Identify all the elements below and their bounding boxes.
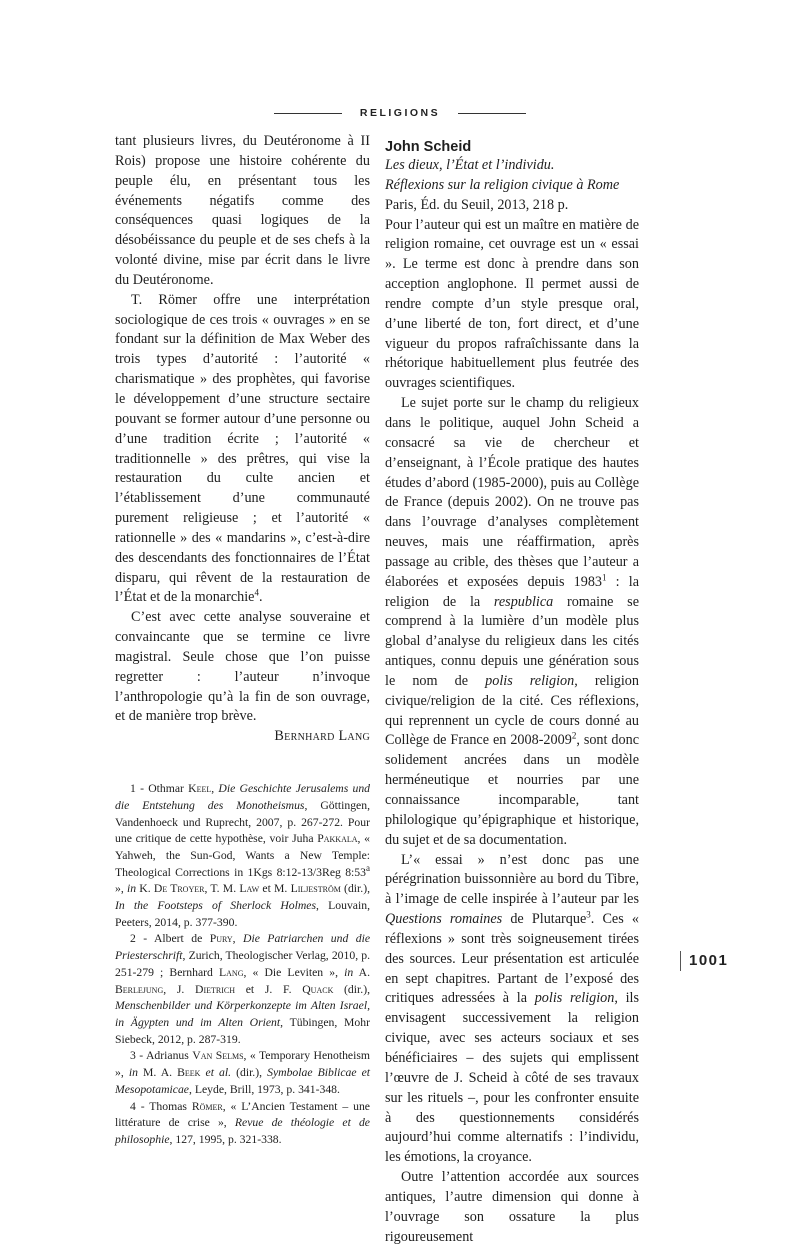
review-reference [385, 156, 639, 216]
footnote-4: 4 - Thomas Römer, « L’Ancien Testament – une littérature de crise », Revue de théologie et de philosophie, 127, 1995, p. 321-338. [115, 1099, 370, 1146]
review-title-line-1: Les dieux, l’État et l’individu. [385, 157, 555, 173]
right-paragraph-1: Pour l’auteur qui est un maître en matière de religion romaine, cet ouvrage est un « essai ». Le terme est donc à prendre dans son acception anglophone. Il permet aussi de rendre compte d’un style presque oral, d’une liberté de ton, fort direct, et d’une vigueur du propos rafraîchissante dans la rhétorique habituellement plus feutrée des ouvrages scientifiques. [385, 216, 639, 392]
left-paragraph-1: tant plusieurs livres, du Deutéronome à II Rois) propose une histoire cohérente du peuple élu, en présentant tous les événements négatifs comme des conséquences quasi logiques de la désobéissance du peuple et de ses chefs à la volonté divine, mise par écrit dans le livre du Deutéronome. [115, 133, 370, 288]
running-head [0, 104, 800, 122]
footnote-3: 3 - Adrianus Van Selms, « Temporary Henotheism », in M. A. Beek et al. (dir.), Symbolae Biblicae et Mesopotamicae, Leyde, Brill, 1973, p. 341-348. [115, 1049, 371, 1096]
footnotes [115, 781, 370, 1148]
review-signature: Bernhard Lang [274, 728, 370, 745]
running-head-title: RELIGIONS [359, 107, 441, 120]
footnote-ref-3[interactable]: 3 [586, 909, 591, 920]
running-head-rule-left [274, 113, 342, 114]
right-paragraph-3: L’« essai » n’est donc pas une pérégrination buissonnière au bord du Tibre, à l’image de celle inspirée à l’auteur par les Questions romaines de Plutarque$^3$. Ces « réflexions » sont très soigneusement tirées des sources. Leur présentation est articulée en sept chapitres. Partant de l’exposé des critiques adressées à la polis religion, ils envisagent successivement la religion civique, avec ses acteurs sociaux et ses bénéficiaires – des sujets qui emplissent l’œuvre de J. Scheid à côté de ses travaux sur les rituels –, pour les confronter ensuite à des questionnements considérés aujourd’hui comme alternatifs : l’individu, les émotions, la croyance. [385, 851, 639, 1166]
footnote-ref-4[interactable]: 4 [254, 587, 259, 598]
review-title-line-2: Réflexions sur la religion civique à Rome [385, 176, 620, 193]
right-column [385, 138, 639, 1247]
page-number: 1001 [680, 951, 749, 971]
review-author: John Scheid [385, 139, 472, 155]
right-paragraph-4: Outre l’attention accordée aux sources antiques, l’autre dimension qui donne à l’ouvrage son ossature la plus rigoureusement [385, 1169, 639, 1245]
left-paragraph-2: T. Römer offre une interprétation sociologique de ces trois « ouvrages » en se fondant sur la définition de Max Weber des trois types d’autorité : l’autorité « charismatique » des prophètes, qui favorise le développement d’une structure sectaire pouvant se former autour d’une personne ou d’une tradition écrite ; l’autorité « traditionnelle » des prêtres, qui vise la restauration du culte ancien et l’établissement d’une communauté purement religieuse ; et l’autorité « rationnelle » des « mandarins », c’est-à-dire des descendants des fonctionnaires de l’État disparu, qui rêvent de la restauration de l’État et de la monarchie$^4$. [115, 291, 370, 606]
review-publisher: Paris, Éd. du Seuil, 2013, 218 p. [385, 196, 569, 213]
footnote-ref-2[interactable]: 2 [571, 730, 577, 741]
footnote-2: 2 - Albert de Pury, Die Patriarchen und die Priesterschrift, Zurich, Theologischer Verlag, 2010, p. 251-279 ; Bernhard Lang, « Die Leviten », in A. Berlejung, J. Dietrich et J. F. Quack (dir.), Menschenbilder und Körperkonzepte im Alten Israel, in Ägypten und im Alten Orient, Tübingen, Mohr Siebeck, 2012, p. 287-319. [115, 932, 371, 1046]
running-head-rule-right [458, 113, 526, 114]
right-paragraph-2: Le sujet porte sur le champ du religieux dans le politique, auquel John Scheid a consacré sa vie de chercheur et d’enseignant, à l’École pratique des hautes études d’abord (1985-2000), puis au Collège de France (depuis 2002). On ne trouve pas dans l’ouvrage d’analyses complètement neuves, mais une réaffirmation, après passage au crible, des thèses que l’auteur a élaborées et exposées depuis 1983$^1$ : la religion de la respublica romaine se comprend à la lumière d’un modèle plus global d’analyse du religieux dans les cités antiques, connu depuis une génération sous le nom de polis religion, religion civique/religion de la cité. Ces réflexions, qui reprennent un cycle de cours donné au Collège de France en 2008-2009$^2$, sont donc solidement ancrées dans un modèle herméneutique et nourries par une connaissance incomparable, tant philologique qu’épigraphique et historique, du sujet et de sa documentation. [385, 395, 640, 848]
left-paragraph-3: C’est avec cette analyse souveraine et convaincante que se termine ce livre magistral. Seule chose que l’on puisse regretter : l’auteur n’invoque l’anthropologie qu’à la fin de son ouvrage, et de manière trop brève. [115, 609, 370, 725]
footnote-ref-1[interactable]: 1 [602, 571, 607, 582]
left-column [115, 132, 370, 1149]
footnote-1: 1 - Othmar Keel, Die Geschichte Jerusalems und die Entstehung des Monotheismus, Göttingen, Vandenhoeck und Ruprecht, 2007, p. 267-272. Pour une critique de cette hypothèse, voir Juha Pakkala, « Yahweh, the Sun-God, Wants a New Temple: Theological Corrections in 1Kgs 8:12-13/3Reg 8:53$^a$ », in K. De Troyer, T. M. Law et M. Liljeström (dir.), In the Footsteps of Sherlock Holmes, Louvain, Peeters, 2014, p. 377-390. [115, 782, 371, 929]
